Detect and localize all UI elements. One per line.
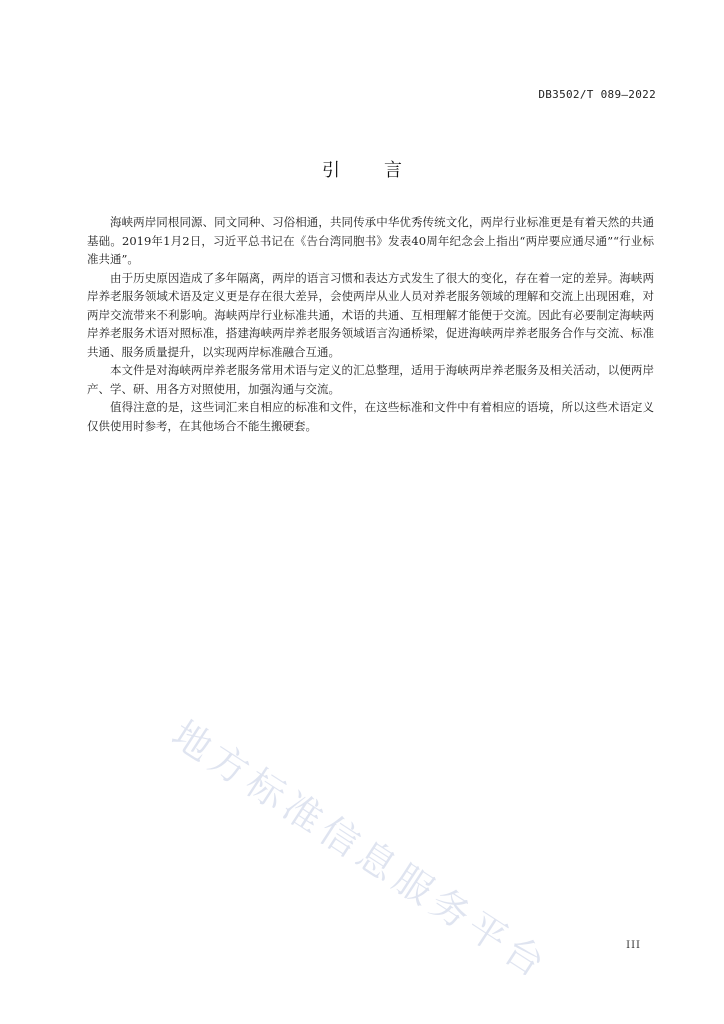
paragraph-2: 由于历史原因造成了多年隔离，两岸的语言习惯和表达方式发生了很大的变化，存在着一定的差异。海峡两岸养老服务领域术语及定义更是存在很大差异，会使两岸从业人员对养老服务领域的理解和交流上出现困难，对两岸交流带来不利影响。海峡两岸行业标准共通，术语的共通、互相理解才能便于交流。因此有必要制定海峡两岸养老服务术语对照标准，搭建海峡两岸养老服务领域语言沟通桥梁，促进海峡两岸养老服务合作与交流、标准共通、服务质量提升，以实现两岸标准融合互通。 <box>87 270 654 359</box>
document-code: DB3502/T 089—2022 <box>538 88 656 101</box>
watermark: 地方标准信息服务平台 <box>164 711 558 989</box>
page-title: 引言 <box>322 160 446 181</box>
paragraph-3: 本文件是对海峡两岸养老服务常用术语与定义的汇总整理，适用于海峡两岸养老服务及相关活动，以便两岸产、学、研、用各方对照使用，加强沟通与交流。 <box>87 363 654 396</box>
paragraph-1: 海峡两岸同根同源、同文同种、习俗相通，共同传承中华优秀传统文化，两岸行业标准更是有着天然的共通基础。2019年1月2日，习近平总书记在《告台湾同胞书》发表40周年纪念会上指出“两岸要应通尽通”“行业标准共通”。 <box>87 215 654 266</box>
introduction-body <box>87 213 654 435</box>
paragraph-4: 值得注意的是，这些词汇来自相应的标准和文件，在这些标准和文件中有着相应的语境，所以这些术语定义仅供使用时参考，在其他场合不能生搬硬套。 <box>87 400 654 433</box>
page-number: III <box>626 940 641 951</box>
